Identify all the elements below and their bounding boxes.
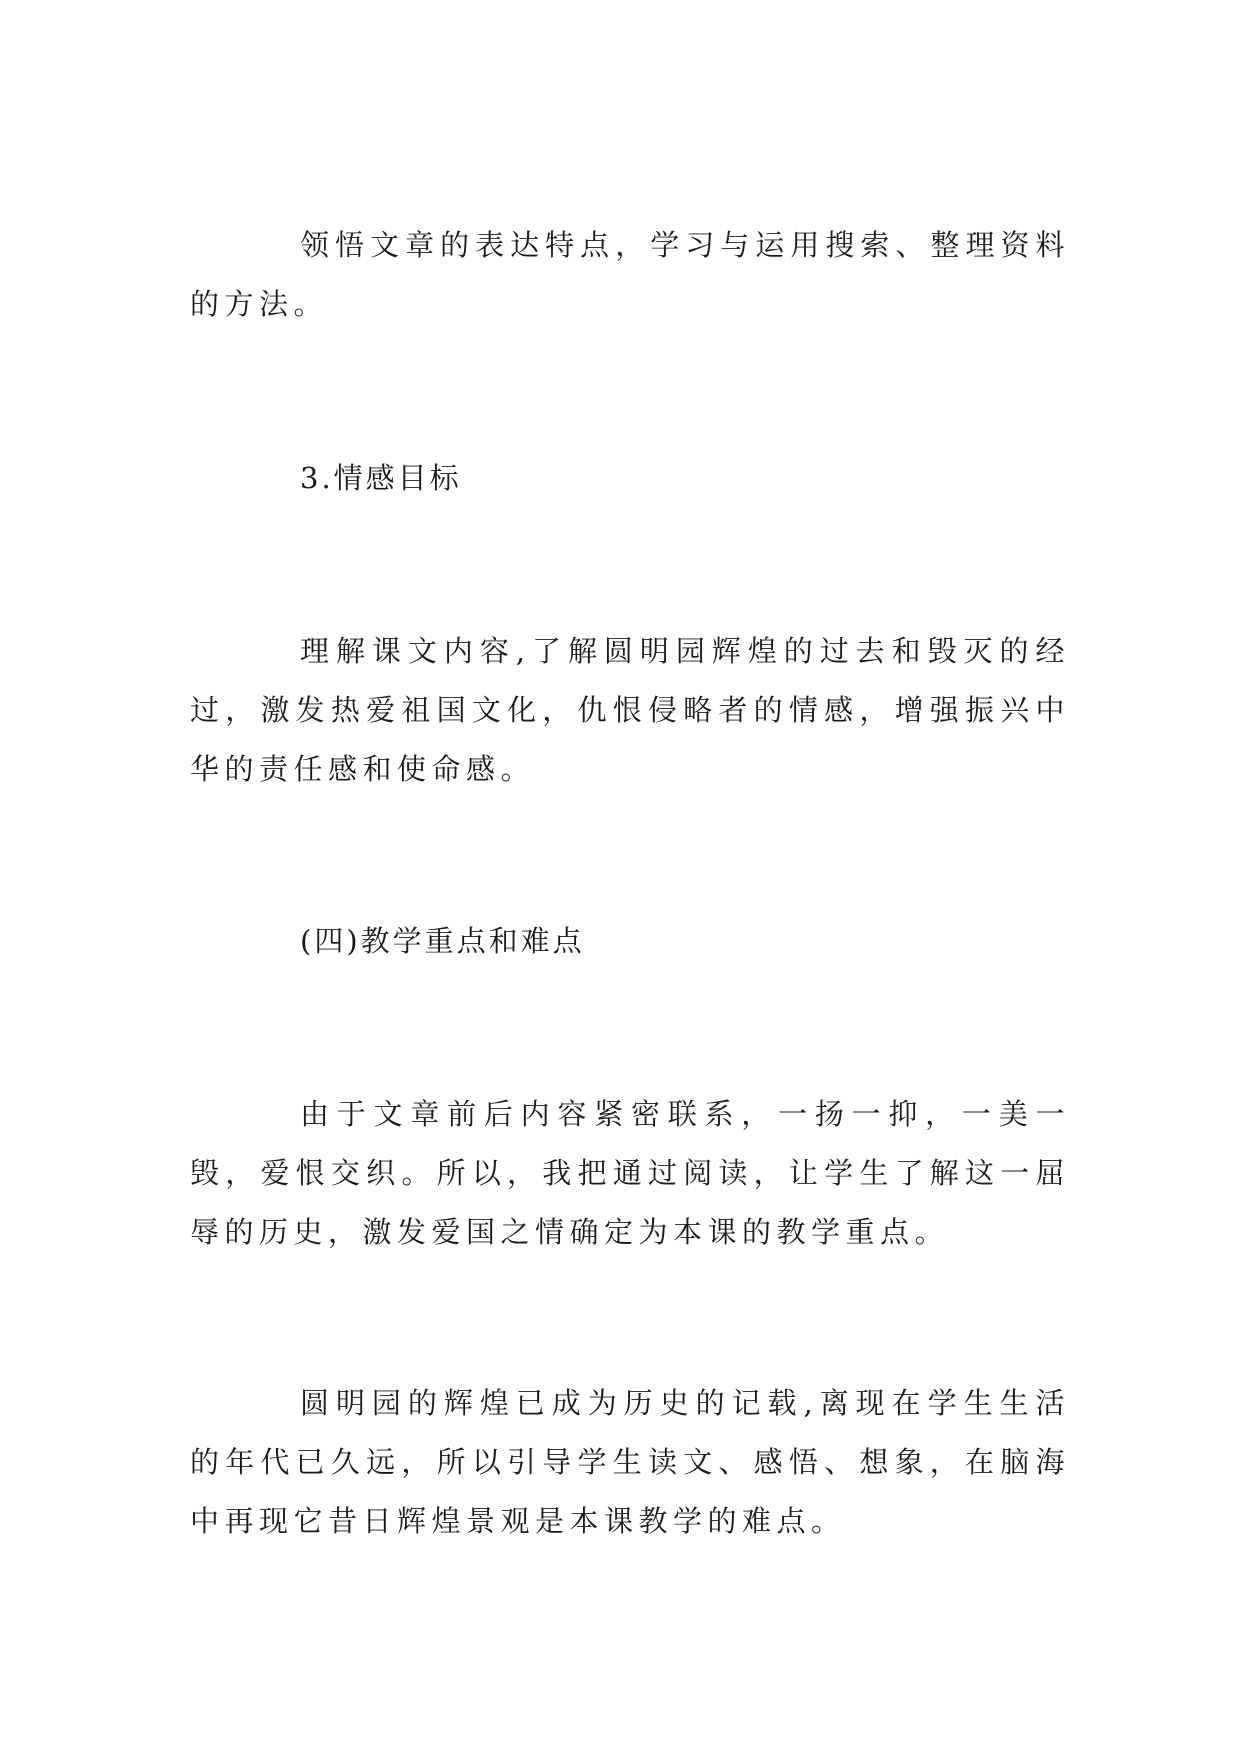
paragraph-key-point: 由于文章前后内容紧密联系，一扬一抑，一美一毁，爱恨交织。所以，我把通过阅读，让学生了解这一屈辱的历史，激发爱国之情确定为本课的教学重点。 <box>190 1097 1070 1249</box>
paragraph-emotional-goal: 理解课文内容,了解圆明园辉煌的过去和毁灭的经过，激发热爱祖国文化，仇恨侵略者的情感，增强振兴中华的责任感和使命感。 <box>190 634 1070 786</box>
paragraph-expression-method: 领悟文章的表达特点，学习与运用搜索、整理资料的方法。 <box>190 228 1070 321</box>
paragraph-difficulty: 圆明园的辉煌已成为历史的记载,离现在学生生活的年代已久远，所以引导学生读文、感悟、想象，在脑海中再现它昔日辉煌景观是本课教学的难点。 <box>190 1386 1070 1538</box>
heading-emotional-goal: 3.情感目标 <box>300 461 462 495</box>
heading-key-points-difficulties: (四)教学重点和难点 <box>300 924 585 958</box>
